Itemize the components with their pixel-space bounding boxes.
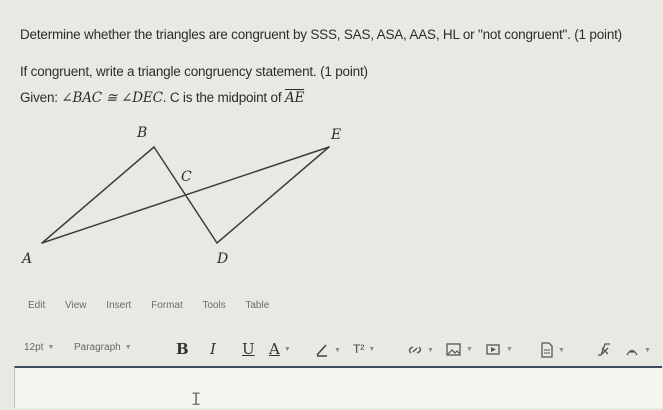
- vertex-label-b: B: [137, 125, 148, 141]
- equation-button[interactable]: [596, 342, 612, 357]
- chevron-down-icon: ▼: [427, 346, 434, 354]
- text-color-icon: A: [269, 340, 280, 358]
- highlight-button[interactable]: [314, 342, 341, 358]
- highlight-pen-icon: [314, 342, 330, 358]
- block-format-select[interactable]: [74, 342, 132, 353]
- editor-toolbar: [14, 336, 663, 364]
- menu-table[interactable]: Table: [245, 300, 270, 311]
- font-size-value: 12pt: [24, 342, 44, 353]
- underline-button[interactable]: [242, 340, 255, 358]
- given-angles: ∠BAC ≅ ∠DEC: [61, 90, 163, 106]
- editor-menubar: [28, 300, 286, 311]
- chevron-down-icon: ▼: [466, 346, 473, 353]
- italic-icon: I: [210, 340, 216, 358]
- equation-icon: [596, 342, 612, 357]
- link-icon: [407, 342, 423, 358]
- segment-ae: [42, 147, 329, 243]
- document-button[interactable]: [540, 342, 565, 358]
- chevron-down-icon: ▼: [124, 344, 132, 351]
- media-button[interactable]: [486, 342, 513, 357]
- superscript-button[interactable]: [353, 342, 375, 356]
- given-segment: $\overline{AE}$: [284, 90, 305, 106]
- menu-tools[interactable]: Tools: [202, 300, 226, 311]
- bold-icon: B: [176, 340, 189, 358]
- special-character-icon: [624, 342, 640, 358]
- given-label: Given:: [20, 90, 58, 105]
- chevron-down-icon: ▼: [644, 346, 651, 354]
- segment-ed: [217, 147, 329, 243]
- block-format-value: Paragraph: [74, 342, 121, 353]
- chevron-down-icon: ▼: [334, 346, 341, 354]
- chevron-down-icon: ▼: [47, 344, 55, 351]
- image-button[interactable]: [446, 342, 473, 357]
- underline-icon: U: [242, 340, 255, 358]
- bold-button[interactable]: [176, 340, 189, 358]
- given-rest: . C is the midpoint of: [162, 90, 282, 105]
- segment-ab: [42, 147, 154, 243]
- chevron-down-icon: ▼: [558, 346, 565, 354]
- vertex-label-a: A: [22, 251, 33, 267]
- superscript-icon: T²: [353, 342, 365, 356]
- text-cursor-icon: I: [191, 390, 202, 410]
- italic-button[interactable]: [210, 340, 216, 358]
- text-color-button[interactable]: [269, 340, 291, 358]
- vertex-label-c: C: [181, 169, 192, 185]
- answer-editor[interactable]: [14, 366, 662, 408]
- question-instruction-2: If congruent, write a triangle congruency statement. (1 point): [20, 64, 368, 79]
- chevron-down-icon: ▼: [283, 345, 291, 353]
- given-statement: [20, 90, 304, 106]
- menu-insert[interactable]: Insert: [106, 300, 132, 311]
- menu-edit[interactable]: Edit: [28, 300, 46, 311]
- image-icon: [446, 342, 462, 357]
- menu-view[interactable]: View: [65, 300, 87, 311]
- special-character-button[interactable]: [624, 342, 651, 358]
- menu-format[interactable]: Format: [151, 300, 183, 311]
- font-size-select[interactable]: [24, 342, 54, 353]
- media-icon: [486, 342, 502, 357]
- chevron-down-icon: ▼: [368, 345, 376, 353]
- vertex-label-e: E: [331, 127, 342, 143]
- vertex-label-d: D: [217, 251, 229, 267]
- segment-bd: [154, 147, 217, 243]
- question-instruction: Determine whether the triangles are congruent by SSS, SAS, ASA, AAS, HL or "not congruent". (1 point): [20, 27, 622, 42]
- chevron-down-icon: ▼: [506, 346, 513, 353]
- link-button[interactable]: [407, 342, 434, 358]
- document-icon: [540, 342, 554, 358]
